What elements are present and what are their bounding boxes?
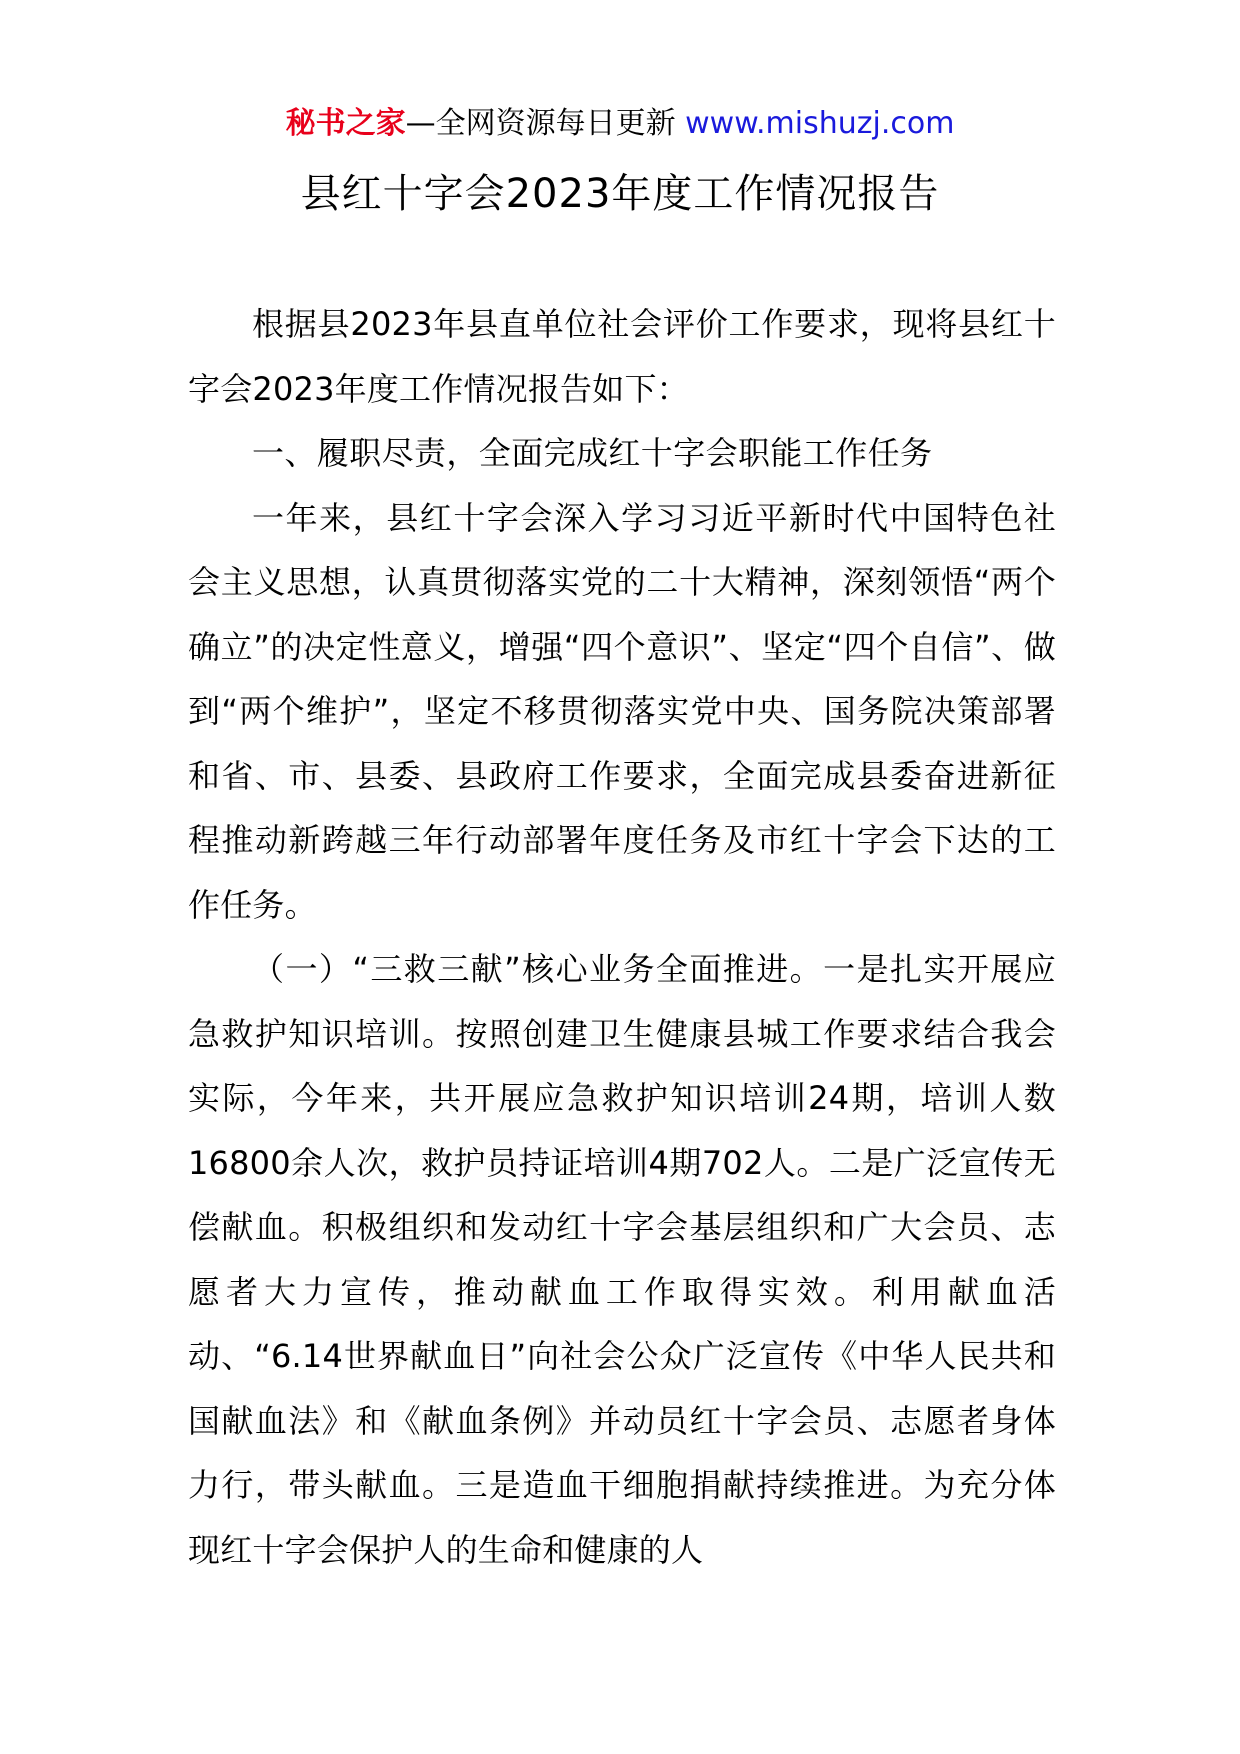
- document-body: [188, 292, 1056, 1582]
- site-brand: 秘书之家: [285, 106, 406, 141]
- site-tagline: —全网资源每日更新: [405, 106, 686, 141]
- document-title: 县红十字会2023年度工作情况报告: [300, 171, 940, 217]
- site-header: [0, 104, 1240, 144]
- intro-paragraph: 根据县2023年县直单位社会评价工作要求，现将县红十字会2023年度工作情况报告如下：: [188, 305, 1056, 408]
- site-url-link[interactable]: www.mishuzj.com: [685, 106, 955, 141]
- section-heading-1: 一、履职尽责，全面完成红十字会职能工作任务: [252, 434, 933, 472]
- body-paragraph: 一年来，县红十字会深入学习习近平新时代中国特色社会主义思想，认真贯彻落实党的二十大精神，深刻领悟“两个确立”的决定性意义，增强“四个意识”、坚定“四个自信”、做到“两个维护”，坚定不移贯彻落实党中央、国务院决策部署和省、市、县委、县政府工作要求，全面完成县委奋进新征程推动新跨越三年行动部署年度任务及市红十字会下达的工作任务。: [188, 498, 1056, 924]
- subsection-paragraph: （一）“三救三献”核心业务全面推进。一是扎实开展应急救护知识培训。按照创建卫生健康县城工作要求结合我会实际，今年来，共开展应急救护知识培训24期，培训人数16800余人次，救护员持证培训4期702人。二是广泛宣传无偿献血。积极组织和发动红十字会基层组织和广大会员、志愿者大力宣传，推动献血工作取得实效。利用献血活动、“6.14世界献血日”向社会公众广泛宣传《中华人民共和国献血法》和《献血条例》并动员红十字会员、志愿者身体力行，带头献血。三是造血干细胞捐献持续推进。为充分体现红十字会保护人的生命和健康的人: [188, 950, 1056, 1569]
